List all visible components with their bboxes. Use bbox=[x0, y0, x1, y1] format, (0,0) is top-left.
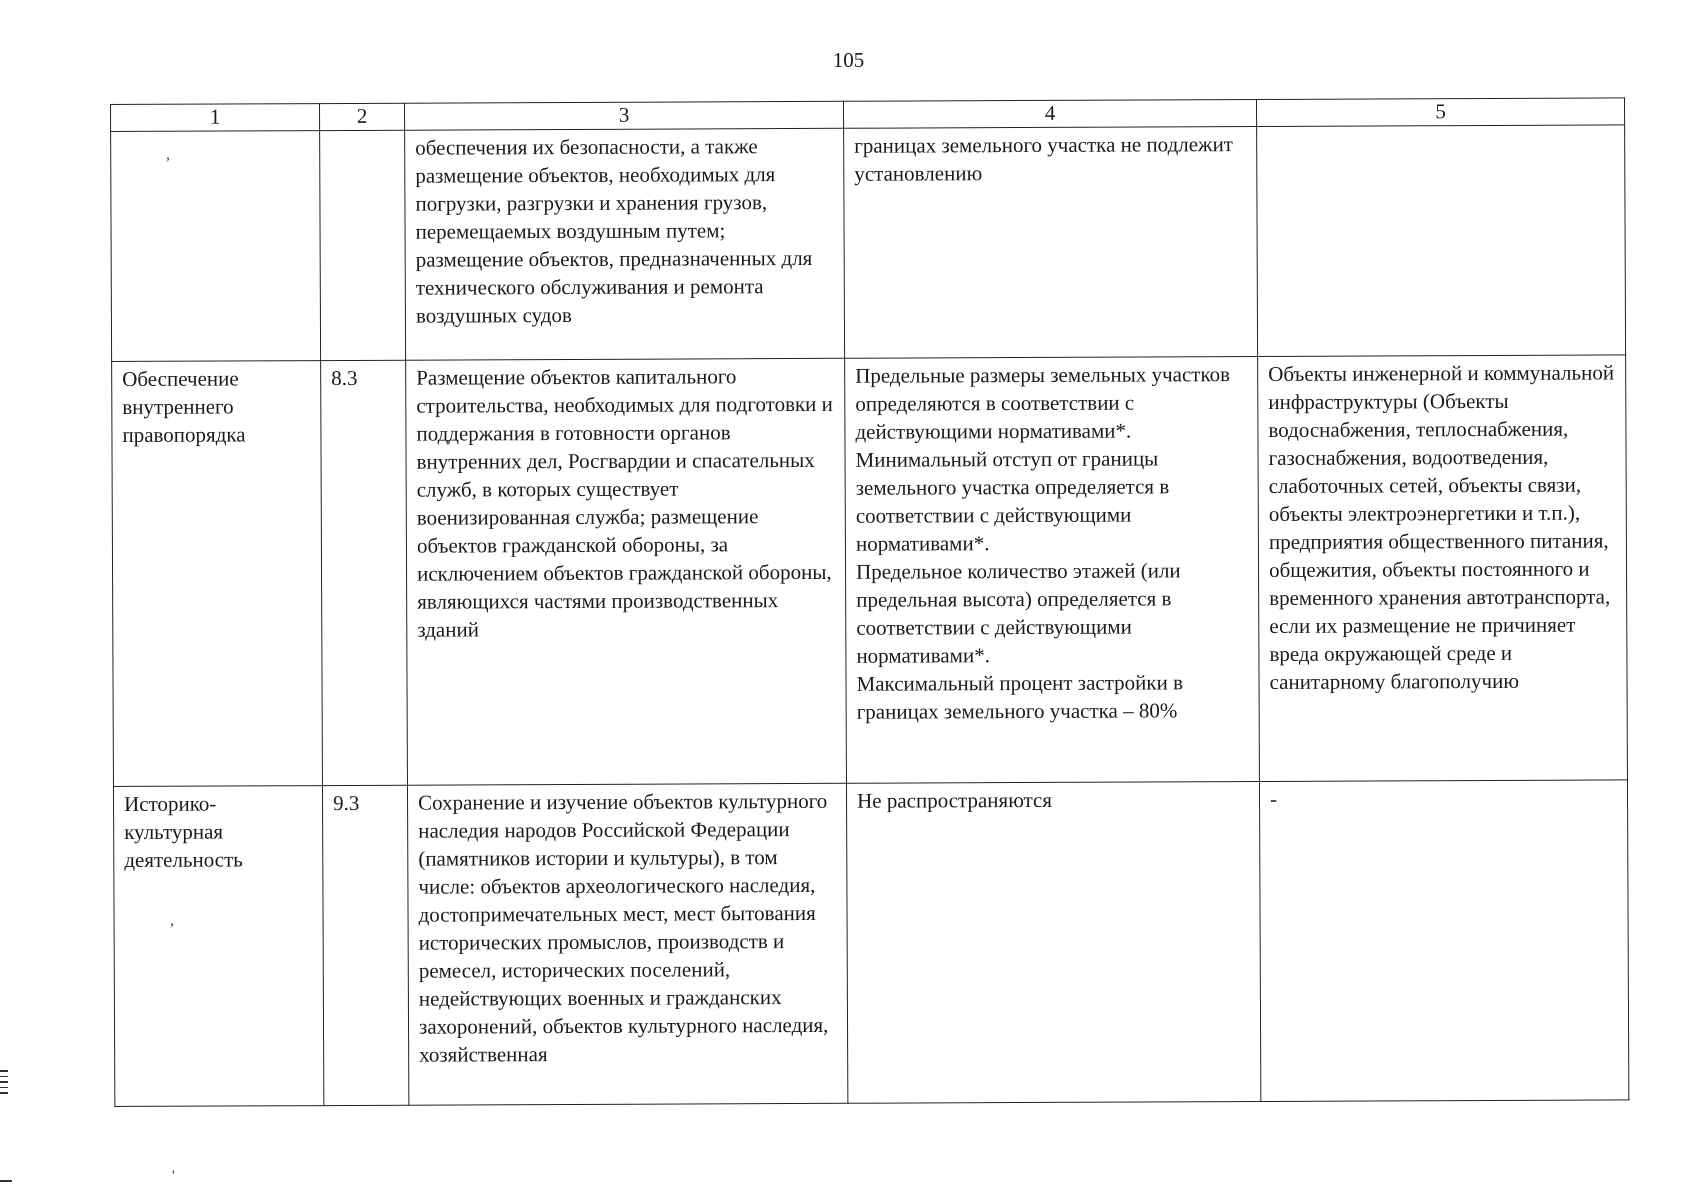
column-number: 4 bbox=[843, 99, 1256, 128]
parameters-cell: Не распространяются bbox=[846, 781, 1260, 1103]
column-number: 3 bbox=[404, 101, 843, 130]
parameters-cell: границах земельного участка не подлежит установлению bbox=[844, 126, 1258, 358]
parameters-cell: Предельные размеры земельных участков определяются в соответствии с действующими нормативами*. Минимальный отступ от границы земельного участка определяется в соответствии с действующими нормативами*. Предельное количество этажей (или предельная высота) определяется в соответствии с действующими нормативами*. Максимальный процент застройки в границах земельного участка – 80% bbox=[845, 356, 1260, 783]
auxiliary-use-cell: Объекты инженерной и коммунальной инфраструктуры (Объекты водоснабжения, теплоснабжения, газоснабжения, водоотведения, слаботочных сетей, объекты связи, объекты электроэнергетики и т.п.), предприятия общественного питания, общежития, объекты постоянного и временного хранения автотранспорта, если их размещение не причиняет вреда окружающей среде и санитарному благополучию bbox=[1258, 355, 1628, 782]
use-description-cell: Сохранение и изучение объектов культурного наследия народов Российской Федерации (памятников истории и культуры), в том числе: объектов археологического наследия, достопримечательных мест, мест бытования исторических промыслов, производств и ремесел, исторических поселений, недействующих военных и гражданских захоронений, объектов культурного наследия, хозяйственная bbox=[407, 783, 847, 1105]
column-number: 1 bbox=[111, 104, 320, 132]
binding-ticks bbox=[0, 1070, 8, 1098]
auxiliary-use-cell: - bbox=[1259, 780, 1628, 1102]
table-row bbox=[111, 125, 1626, 362]
table-row bbox=[112, 355, 1628, 787]
page-number: 105 bbox=[832, 48, 865, 72]
use-code-cell bbox=[320, 130, 406, 360]
scan-mark: , bbox=[170, 912, 174, 929]
table-row bbox=[113, 780, 1628, 1107]
binding-tick bbox=[0, 1180, 12, 1182]
use-name-cell: Обеспечение внутреннего правопорядка bbox=[112, 361, 323, 787]
use-code-cell: 9.3 bbox=[322, 785, 408, 1105]
scan-mark: ' bbox=[172, 1168, 175, 1185]
scan-mark: , bbox=[166, 146, 170, 163]
use-description-cell: обеспечения их безопасности, а также размещение объектов, необходимых для погрузки, разгрузки и хранения грузов, перемещаемых воздушным путем; размещение объектов, предназначенных для технического обслуживания и ремонта воздушных судов bbox=[405, 128, 845, 360]
column-number: 5 bbox=[1256, 98, 1624, 127]
auxiliary-use-cell bbox=[1257, 125, 1626, 357]
use-code-cell: 8.3 bbox=[321, 360, 408, 785]
zoning-table bbox=[110, 97, 1629, 1107]
use-description-cell: Размещение объектов капитального строительства, необходимых для подготовки и поддержания в готовности органов внутренних дел, Росгвардии и спасательных служб, в которых существует военизированная служба; размещение объектов гражданской обороны, за исключением объектов гражданской обороны, являющихся частями производственных зданий bbox=[406, 358, 847, 785]
column-number: 2 bbox=[320, 103, 405, 130]
use-name-cell: Историко-культурная деятельность bbox=[113, 786, 323, 1107]
use-name-cell bbox=[111, 131, 321, 362]
